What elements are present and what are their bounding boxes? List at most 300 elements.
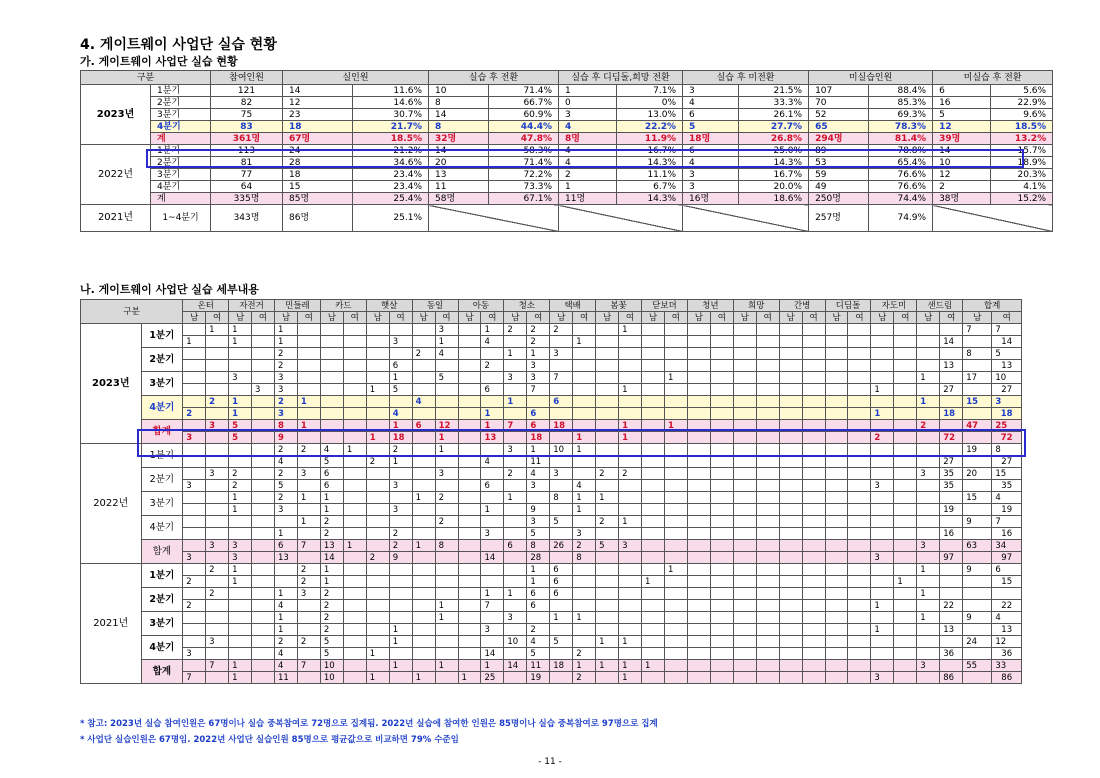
- table-cell: 5: [320, 636, 343, 648]
- table-cell: [596, 360, 619, 372]
- table-cell: [642, 480, 665, 492]
- table-cell: [917, 576, 940, 588]
- table-cell: 5: [320, 648, 343, 660]
- table-cell: [733, 444, 756, 456]
- table-cell: 83: [211, 121, 283, 133]
- table-cell: 14: [481, 552, 504, 564]
- table-cell: [297, 360, 320, 372]
- table-cell: [573, 588, 596, 600]
- table-cell: [710, 648, 733, 660]
- table-cell: [848, 636, 871, 648]
- table-cell: [642, 552, 665, 564]
- table-cell: 1: [917, 372, 940, 384]
- table-cell: 1: [642, 660, 665, 672]
- table-cell: [779, 444, 802, 456]
- table-cell: 1: [573, 492, 596, 504]
- table-cell: [917, 324, 940, 336]
- table-cell: [642, 564, 665, 576]
- male-header: 남: [825, 312, 848, 324]
- table-cell: 4분기: [151, 121, 211, 133]
- table-cell: [710, 372, 733, 384]
- table-cell: [596, 408, 619, 420]
- table-cell: [756, 540, 779, 552]
- table-cell: [871, 444, 894, 456]
- table-cell: [252, 336, 275, 348]
- table-cell: [252, 576, 275, 588]
- table-cell: 4분기: [151, 181, 211, 193]
- table-cell: 13.2%: [991, 133, 1053, 145]
- table-cell: [297, 504, 320, 516]
- table-cell: [779, 552, 802, 564]
- table-cell: 4: [320, 444, 343, 456]
- table-cell: 14: [429, 109, 489, 121]
- empty-cell: [559, 205, 683, 232]
- table-cell: [596, 612, 619, 624]
- table-cell: 10: [933, 157, 991, 169]
- table-row: [81, 612, 1022, 624]
- table-cell: [229, 444, 252, 456]
- male-header: 남: [366, 312, 389, 324]
- table-cell: 16: [933, 97, 991, 109]
- table-cell: [206, 492, 229, 504]
- table-cell: [825, 504, 848, 516]
- table-cell: 2: [320, 600, 343, 612]
- table-cell: 18: [389, 432, 412, 444]
- table-cell: 55: [963, 660, 992, 672]
- female-header: 여: [619, 312, 642, 324]
- table-cell: [894, 612, 917, 624]
- table-cell: [848, 540, 871, 552]
- table-cell: 70: [809, 97, 869, 109]
- table-cell: [733, 360, 756, 372]
- table-cell: 3: [297, 468, 320, 480]
- table-cell: 63: [963, 540, 992, 552]
- table-cell: [206, 576, 229, 588]
- table-cell: [733, 384, 756, 396]
- table-cell: [848, 324, 871, 336]
- table-cell: 1: [435, 444, 458, 456]
- table-cell: 65: [809, 121, 869, 133]
- table-cell: [756, 612, 779, 624]
- table-cell: [252, 372, 275, 384]
- table-cell: [940, 444, 963, 456]
- total-cell: 36: [992, 648, 1022, 660]
- table-cell: [917, 408, 940, 420]
- table-cell: [183, 588, 206, 600]
- total-cell: 18: [992, 408, 1022, 420]
- table-cell: 23.4%: [353, 181, 429, 193]
- table-cell: [894, 372, 917, 384]
- table-cell: 36: [940, 648, 963, 660]
- table-cell: [619, 396, 642, 408]
- table-cell: 2: [297, 576, 320, 588]
- table-cell: [412, 588, 435, 600]
- table-row: [81, 648, 1022, 660]
- table-cell: [664, 552, 687, 564]
- table-cell: 11: [527, 660, 550, 672]
- table-cell: 18.5%: [353, 133, 429, 145]
- table-cell: [710, 600, 733, 612]
- table-cell: [619, 624, 642, 636]
- table-cell: [573, 516, 596, 528]
- table-cell: [274, 516, 297, 528]
- table-cell: [481, 564, 504, 576]
- table-cell: [252, 588, 275, 600]
- table-cell: [687, 444, 710, 456]
- table-cell: [642, 408, 665, 420]
- table-cell: [825, 420, 848, 432]
- table-cell: [389, 468, 412, 480]
- table-cell: 1: [320, 564, 343, 576]
- table-cell: 82: [211, 97, 283, 109]
- table-cell: [504, 504, 527, 516]
- table-cell: [687, 648, 710, 660]
- table-cell: 5: [527, 528, 550, 540]
- table-cell: [710, 432, 733, 444]
- table-cell: [894, 552, 917, 564]
- table-cell: 1: [619, 324, 642, 336]
- table-cell: [802, 468, 825, 480]
- table-cell: 4: [559, 157, 617, 169]
- table-cell: 30.7%: [353, 109, 429, 121]
- table-cell: 3: [183, 552, 206, 564]
- table-cell: [596, 456, 619, 468]
- table-cell: [802, 588, 825, 600]
- table-cell: [389, 564, 412, 576]
- category-header: 온터: [183, 300, 229, 312]
- table-cell: [825, 672, 848, 684]
- table-cell: [412, 516, 435, 528]
- table-cell: [894, 396, 917, 408]
- table-cell: [504, 564, 527, 576]
- table-cell: 1: [458, 672, 481, 684]
- table-cell: [894, 528, 917, 540]
- table-cell: 2: [229, 468, 252, 480]
- table-cell: [687, 540, 710, 552]
- table-cell: 69.3%: [869, 109, 933, 121]
- table-cell: [183, 360, 206, 372]
- table-cell: [871, 336, 894, 348]
- table-cell: [229, 516, 252, 528]
- table-cell: [733, 612, 756, 624]
- table-cell: [940, 348, 963, 360]
- header-cell: 실인원: [283, 71, 429, 85]
- table-cell: [917, 444, 940, 456]
- table-cell: 1: [559, 85, 617, 97]
- table-cell: [963, 408, 992, 420]
- table-cell: [458, 360, 481, 372]
- category-header: 희망: [733, 300, 779, 312]
- table-cell: 4: [481, 336, 504, 348]
- table-cell: 2: [206, 588, 229, 600]
- male-header: 남: [642, 312, 665, 324]
- table-cell: [366, 324, 389, 336]
- table-cell: 33: [992, 660, 1022, 672]
- table-cell: 1: [619, 636, 642, 648]
- table-cell: 1: [412, 492, 435, 504]
- table-cell: 1: [619, 432, 642, 444]
- table-cell: [917, 552, 940, 564]
- table-cell: [343, 564, 366, 576]
- table-cell: 52: [809, 109, 869, 121]
- table-cell: [229, 588, 252, 600]
- table-cell: [412, 660, 435, 672]
- table-cell: [596, 672, 619, 684]
- table-cell: [733, 348, 756, 360]
- table-cell: [756, 396, 779, 408]
- table-cell: [825, 660, 848, 672]
- table-cell: [252, 516, 275, 528]
- table-cell: [733, 324, 756, 336]
- table-cell: 1: [481, 408, 504, 420]
- table-cell: 10: [992, 372, 1022, 384]
- table-cell: 15: [963, 396, 992, 408]
- table-cell: [274, 564, 297, 576]
- table-cell: 3: [573, 528, 596, 540]
- table-cell: 1: [550, 612, 573, 624]
- table-cell: [458, 420, 481, 432]
- table-cell: 1: [435, 612, 458, 624]
- table-cell: 25.4%: [353, 193, 429, 205]
- table-cell: [710, 588, 733, 600]
- table-cell: [756, 456, 779, 468]
- table-cell: 78.8%: [869, 145, 933, 157]
- year-cell: 2021년: [81, 205, 151, 232]
- table-cell: [504, 516, 527, 528]
- male-header: 남: [504, 312, 527, 324]
- table-cell: [779, 372, 802, 384]
- table-cell: [710, 612, 733, 624]
- table-cell: 1: [229, 576, 252, 588]
- table-cell: [252, 408, 275, 420]
- table-cell: [481, 444, 504, 456]
- table-cell: 2: [320, 588, 343, 600]
- table-cell: [366, 348, 389, 360]
- table-cell: [343, 504, 366, 516]
- table-cell: [963, 648, 992, 660]
- table-cell: [733, 660, 756, 672]
- table-cell: 9: [389, 552, 412, 564]
- table-cell: [596, 576, 619, 588]
- table-cell: [642, 444, 665, 456]
- table-cell: 7: [992, 516, 1022, 528]
- table-cell: [389, 324, 412, 336]
- table-cell: [894, 672, 917, 684]
- table-cell: 3: [504, 444, 527, 456]
- table-cell: [504, 528, 527, 540]
- table-cell: [183, 564, 206, 576]
- table-cell: 2: [206, 564, 229, 576]
- table-cell: [917, 648, 940, 660]
- total-cell: 97: [992, 552, 1022, 564]
- table-cell: [366, 660, 389, 672]
- table-cell: 1: [596, 492, 619, 504]
- table-cell: 18: [527, 432, 550, 444]
- female-header: 여: [206, 312, 229, 324]
- table-cell: 64: [211, 181, 283, 193]
- table-cell: [366, 444, 389, 456]
- table-cell: 6: [550, 576, 573, 588]
- table-cell: 1: [435, 336, 458, 348]
- table-cell: [320, 432, 343, 444]
- table-cell: [733, 516, 756, 528]
- table-cell: [343, 336, 366, 348]
- table-cell: 1: [573, 444, 596, 456]
- table-cell: 3: [481, 528, 504, 540]
- table-cell: [894, 432, 917, 444]
- table-cell: 1: [596, 636, 619, 648]
- table-cell: 7: [206, 660, 229, 672]
- table-cell: [550, 648, 573, 660]
- table-cell: [871, 516, 894, 528]
- table-cell: [343, 348, 366, 360]
- table-cell: 3: [917, 468, 940, 480]
- table-header-row: [81, 71, 1053, 85]
- table-cell: [252, 480, 275, 492]
- table-cell: [687, 612, 710, 624]
- table-cell: [366, 492, 389, 504]
- table-row: [81, 121, 1053, 133]
- table-cell: 6: [527, 588, 550, 600]
- female-header: 여: [710, 312, 733, 324]
- table-cell: 13: [940, 624, 963, 636]
- table-cell: [917, 348, 940, 360]
- table-cell: [458, 648, 481, 660]
- table-row: [81, 588, 1022, 600]
- table-cell: 13: [481, 432, 504, 444]
- total-cell: 13: [992, 624, 1022, 636]
- table-cell: [664, 492, 687, 504]
- table-cell: 2: [917, 420, 940, 432]
- table-cell: [366, 576, 389, 588]
- table-row: [81, 636, 1022, 648]
- table-row: [81, 468, 1022, 480]
- table-cell: [894, 516, 917, 528]
- table-cell: [389, 600, 412, 612]
- table-cell: [894, 360, 917, 372]
- table-row: [81, 624, 1022, 636]
- table-cell: [733, 492, 756, 504]
- year-cell: 2022년: [81, 444, 142, 564]
- table-cell: [825, 528, 848, 540]
- table-cell: [871, 456, 894, 468]
- table-cell: 2: [274, 492, 297, 504]
- table-cell: [756, 420, 779, 432]
- table-cell: 3: [274, 372, 297, 384]
- table-cell: [733, 588, 756, 600]
- table-cell: [297, 552, 320, 564]
- table-cell: 4: [573, 480, 596, 492]
- table-cell: 1: [297, 516, 320, 528]
- table-cell: [252, 468, 275, 480]
- table-cell: [940, 588, 963, 600]
- table-cell: 335명: [211, 193, 283, 205]
- table-cell: 1: [343, 540, 366, 552]
- table-cell: 1: [917, 612, 940, 624]
- table-cell: 10: [550, 444, 573, 456]
- table-cell: [297, 456, 320, 468]
- table-cell: [687, 576, 710, 588]
- table-cell: 14: [283, 85, 353, 97]
- table-cell: 1: [389, 420, 412, 432]
- quarter-cell: 3분기: [141, 612, 183, 636]
- table-cell: [687, 348, 710, 360]
- table-cell: [756, 432, 779, 444]
- table-cell: [802, 516, 825, 528]
- table-cell: [252, 552, 275, 564]
- table-row: [81, 348, 1022, 360]
- table-cell: 3: [389, 504, 412, 516]
- table-cell: [802, 600, 825, 612]
- category-header: 청소: [504, 300, 550, 312]
- table-cell: [412, 552, 435, 564]
- table-cell: [756, 492, 779, 504]
- table-cell: 3분기: [151, 169, 211, 181]
- table-cell: 85.3%: [869, 97, 933, 109]
- male-header: 남: [550, 312, 573, 324]
- table-cell: [733, 528, 756, 540]
- table-cell: 2: [366, 552, 389, 564]
- table-cell: [435, 624, 458, 636]
- table-cell: [825, 468, 848, 480]
- table-cell: [573, 636, 596, 648]
- table-cell: [573, 408, 596, 420]
- table-cell: [412, 504, 435, 516]
- table-cell: 4: [992, 612, 1022, 624]
- table-cell: [458, 336, 481, 348]
- table-row: [81, 372, 1022, 384]
- table-cell: [504, 480, 527, 492]
- table-cell: [389, 588, 412, 600]
- table-cell: [779, 492, 802, 504]
- table-cell: 26.1%: [739, 109, 809, 121]
- table-cell: [343, 552, 366, 564]
- table-cell: 6.7%: [617, 181, 683, 193]
- table-cell: [550, 432, 573, 444]
- table-cell: [848, 456, 871, 468]
- table-cell: [848, 660, 871, 672]
- table-cell: [252, 444, 275, 456]
- table-cell: 1: [871, 624, 894, 636]
- table-cell: [733, 552, 756, 564]
- table-cell: [573, 384, 596, 396]
- table-cell: 8: [573, 552, 596, 564]
- table-cell: [940, 660, 963, 672]
- table-cell: [435, 636, 458, 648]
- table-cell: 59: [809, 169, 869, 181]
- table-cell: [252, 540, 275, 552]
- table-cell: [206, 432, 229, 444]
- total-cell: 16: [992, 528, 1022, 540]
- category-header: 샌드림: [917, 300, 963, 312]
- table-cell: 16.7%: [617, 145, 683, 157]
- table-row: [81, 516, 1022, 528]
- table-cell: [779, 660, 802, 672]
- table-cell: 6: [550, 396, 573, 408]
- table-cell: [825, 588, 848, 600]
- table-cell: [412, 624, 435, 636]
- table-row: [81, 109, 1053, 121]
- table-cell: 27.7%: [739, 121, 809, 133]
- table-cell: 5: [389, 384, 412, 396]
- table-cell: [848, 432, 871, 444]
- table-cell: [687, 528, 710, 540]
- table-cell: [435, 360, 458, 372]
- table-cell: [366, 516, 389, 528]
- table-cell: [573, 564, 596, 576]
- table-cell: 0: [559, 97, 617, 109]
- table-cell: 3: [252, 384, 275, 396]
